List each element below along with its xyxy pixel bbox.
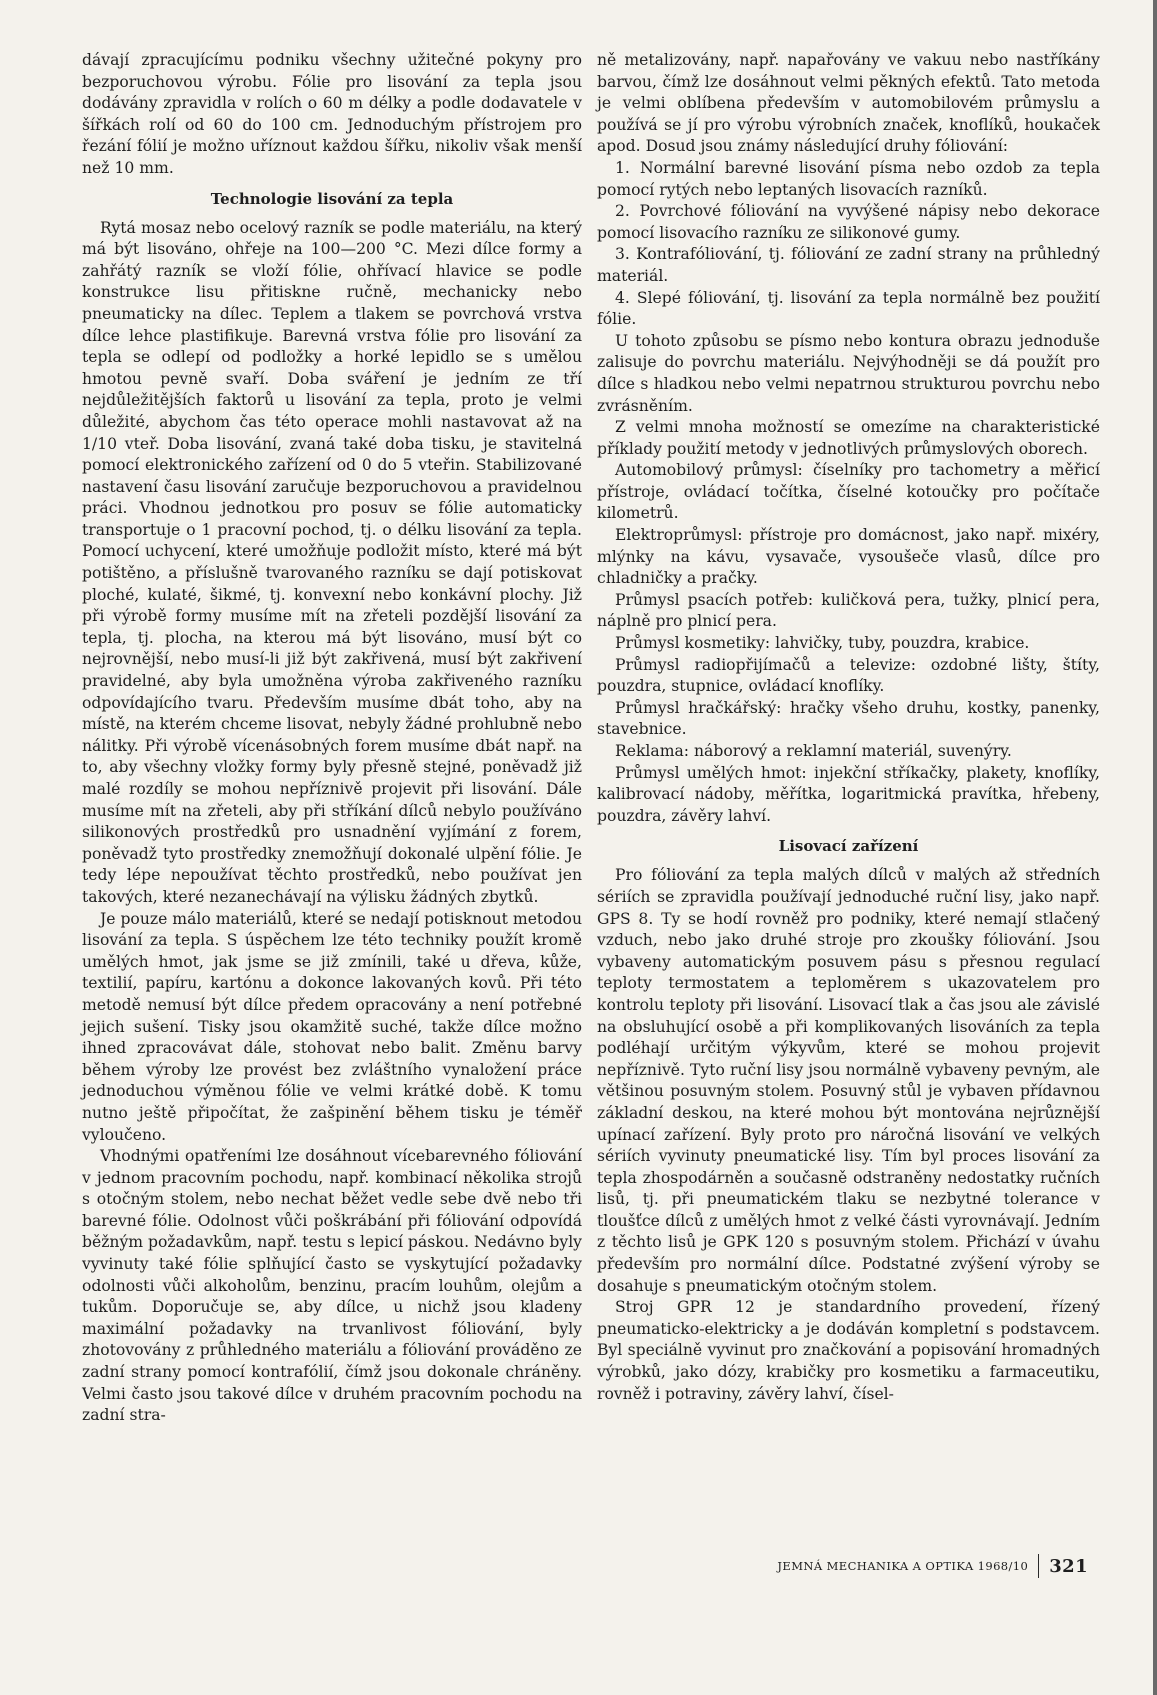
left-column [82, 50, 582, 1427]
paragraph: Rytá mosaz nebo ocelový razník se podle materiálu, na který má být lisováno, ohřeje na 100—200 °C. Mezi dílce formy a zahřátý razník se vloží fólie, ohřívací hlavice se podle konstrukce lisu přitiskne ručně, mechanicky nebo pneumaticky na dílec. Teplem a tlakem se povrchová vrstva dílce lehce plastifikuje. Barevná vrstva fólie pro lisování za tepla se odlepí od podložky a horké lepidlo se s umělou hmotou pevně svaří. Doba sváření je jedním ze tří nejdůležitějších faktorů u lisování za tepla, proto je velmi důležité, abychom čas této operace mohli nastavovat až na 1/10 vteř. Doba lisování, zvaná také doba tisku, je stavitelná pomocí elektronického zařízení od 0 do 5 vteřin. Stabilizované nastavení času lisování zaručuje bezporuchovou a pravidelnou práci. Vhodnou jednotkou pro posuv se fólie automaticky transportuje o 1 pracovní pochod, tj. o délku lisování za tepla. Pomocí uchycení, které umožňuje podložit místo, které má být potištěno, a příslušně tvarovaného razníku se dají potiskovat ploché, kulaté, šikmé, tj. konvexní nebo konkávní plochy. Již při výrobě formy musíme mít na zřeteli pozdější lisování za tepla, tj. plocha, na kterou má být lisováno, musí být co nejrovnější, nebo musí-li již být zakřivená, musí být zakřivení pravidelné, aby byla umožněna výroba zakřiveného razníku odpovídajícího tvaru. Především musíme dbát toho, aby na místě, na kterém chceme lisovat, nebyly žádné prohlubně nebo nálitky. Při výrobě vícenásobných forem musíme dbát např. na to, aby všechny vložky formy byly přesně stejné, poněvadž již malé rozdíly se mohou nepříznivě projevit při lisování. Dále musíme mít na zřeteli, aby při stříkání dílců nebylo používáno silikonových prostředků pro usnadnění vyjímání z forem, poněvadž tyto prostředky znemožňují dokonalé ulpění fólie. Je tedy lépe nepoužívat těchto prostředků, nebo používat jen takových, které nezanechávají na výlisku žádných zbytků. [82, 218, 582, 906]
list-item: 1. Normální barevné lisování písma nebo ozdob za tepla pomocí rytých nebo leptaných lisovacích razníků. [597, 158, 1100, 199]
use-item: Reklama: náborový a reklamní materiál, suvenýry. [615, 742, 1012, 760]
page-edge [1153, 0, 1157, 1695]
list-item: 3. Kontrafóliování, tj. fóliování ze zadní strany na průhledný materiál. [597, 245, 1100, 285]
paragraph: Vhodnými opatřeními lze dosáhnout vícebarevného fóliování v jednom pracovním pochodu, např. kombinací několika strojů s otočným stolem, nebo nechat běžet vedle sebe dvě nebo tři barevné fólie. Odolnost vůči poškrábání při fóliování odpovídá běžným požadavkům, např. testu s lepicí páskou. Nedávno byly vyvinuty také fólie splňující často se vyskytující požadavky odolnosti vůči alkoholům, benzinu, pracím louhům, olejům a tukům. Doporučuje se, aby dílce, u nichž jsou kladeny maximální požadavky na trvanlivost fóliování, byly zhotovovány z průhledného materiálu a fóliování prováděno ze zadní strany pomocí kontrafólií, čímž jsou dokonale chráněny. Velmi často jsou takové dílce v druhém pracovním pochodu na zadní stra- [82, 1147, 582, 1425]
section-heading: Technologie lisování za tepla [210, 189, 454, 208]
footer-divider [1038, 1554, 1039, 1578]
paragraph: dávají zpracujícímu podniku všechny užitečné pokyny pro bezporuchovou výrobu. Fólie pro lisování za tepla jsou dodávány zpravidla v rolích o 60 m délky a podle dodavatele v šířkách rolí od 60 do 100 cm. Jednoduchým přístrojem pro řezání fólií je možno uříznout každou šířku, nikoliv však menší než 10 mm. [82, 51, 582, 177]
paragraph: ně metalizovány, např. napařovány ve vakuu nebo nastříkány barvou, čímž lze dosáhnout velmi pěkných efektů. Tato metoda je velmi oblíbena především v automobilovém průmyslu a používá se jí pro výrobu výrobních značek, knoflíků, houkaček apod. Dosud jsou známy následující druhy fóliování: [597, 51, 1100, 156]
use-item: Automobilový průmysl: číselníky pro tachometry a měřicí přístroje, ovládací točítka, číselné kotoučky pro počítače kilometrů. [597, 461, 1100, 523]
page-footer [758, 1554, 1088, 1578]
paragraph: Z velmi mnoha možností se omezíme na charakteristické příklady použití metody v jednotlivých průmyslových oborech. [597, 418, 1100, 458]
page-number: 321 [1049, 1555, 1088, 1577]
paragraph: U tohoto způsobu se písmo nebo kontura obrazu jednoduše zalisuje do povrchu materiálu. Nejvýhodněji se dá použít pro dílce s hladkou nebo velmi nepatrnou strukturou povrchu nebo zvrásněním. [597, 331, 1100, 415]
journal-name: JEMNÁ MECHANIKA A OPTIKA 1968/10 [777, 1559, 1029, 1573]
right-column [597, 50, 1100, 1405]
use-item: Průmysl umělých hmot: injekční stříkačky, plakety, knoflíky, kalibrovací nádoby, měřítka, logaritmická pravítka, hřebeny, pouzdra, závěry lahví. [597, 763, 1100, 825]
list-item: 2. Povrchové fóliování na vyvýšené nápisy nebo dekorace pomocí lisovacího razníku ze silikonové gumy. [597, 202, 1100, 242]
paragraph: Pro fóliování za tepla malých dílců v malých až středních sériích se zpravidla používají jednoduché ruční lisy, jako např. GPS 8. Ty se hodí rovněž pro podniky, které nemají stlačený vzduch, nebo jako druhé stroje pro zkoušky fóliování. Jsou vybaveny automatickým posuvem pásu s přesnou regulací teploty termostatem a teploměrem s ukazovatelem pro kontrolu teploty při lisování. Lisovací tlak a čas jsou ale závislé na obsluhující osobě a při komplikovaných lisováních za tepla podléhají určitým výkyvům, které se mohou projevit nepříznivě. Tyto ruční lisy jsou normálně vybaveny pevným, ale většinou posuvným stolem. Posuvný stůl je vybaven přídavnou základní deskou, na které mohou být montována nejrůznější upínací zařízení. Byly proto pro náročná lisování ve velkých sériích vyvinuty pneumatické lisy. Tím byl proces lisování za tepla zhospodárněn a současně odstraněny nedostatky ručních lisů, tj. při pneumatickém tlaku se nezbytné tolerance v tloušťce dílců z umělých hmot z velké části vyrovnávají. Jedním z těchto lisů je GPK 120 s posuvným stolem. Přichází v úvahu především pro normální dílce. Podstatné zvýšení výroby se dosahuje s pneumatickým otočným stolem. [597, 866, 1100, 1295]
use-item: Průmysl psacích potřeb: kuličková pera, tužky, plnicí pera, náplně pro plnicí pera. [597, 590, 1100, 631]
use-item: Průmysl kosmetiky: lahvičky, tuby, pouzdra, krabice. [615, 634, 1030, 653]
paragraph: Je pouze málo materiálů, které se nedají potisknout metodou lisování za tepla. S úspěchem lze této techniky použít kromě umělých hmot, jak jsme se již zmínili, také u dřeva, kůže, textilií, papíru, kartónu a dokonce lakovaných kovů. Při této metodě nemusí být dílce předem opracovány a není potřebné jejich sušení. Tisky jsou okamžitě suché, takže dílce možno ihned zpracovávat dále, stohovat nebo balit. Změnu barvy během výroby lze provést bez zvláštního vynaložení práce jednoduchou výměnou fólie ve velmi krátké době. K tomu nutno ještě připočítat, že zašpinění během tisku je téměř vyloučeno. [82, 909, 582, 1144]
list-item: 4. Slepé fóliování, tj. lisování za tepla normálně bez použití fólie. [597, 288, 1100, 329]
use-item: Průmysl radiopřijímačů a televize: ozdobné lišty, štíty, pouzdra, stupnice, ovládací knoflíky. [597, 655, 1100, 696]
paragraph: Stroj GPR 12 je standardního provedení, řízený pneumaticko-elektricky a je dodáván kompletní s podstavcem. Byl speciálně vyvinut pro značkování a popisování hromadných výrobků, jako dózy, krabičky pro kosmetiku a farmaceutiku, rovněž i potraviny, závěry lahví, čísel- [597, 1298, 1100, 1403]
use-item: Průmysl hračkářský: hračky všeho druhu, kostky, panenky, stavebnice. [597, 698, 1100, 739]
use-item: Elektroprůmysl: přístroje pro domácnost, jako např. mixéry, mlýnky na kávu, vysavače, vysoušeče vlasů, dílce pro chladničky a pračky. [597, 526, 1100, 588]
section-heading: Lisovací zařízení [778, 837, 919, 856]
